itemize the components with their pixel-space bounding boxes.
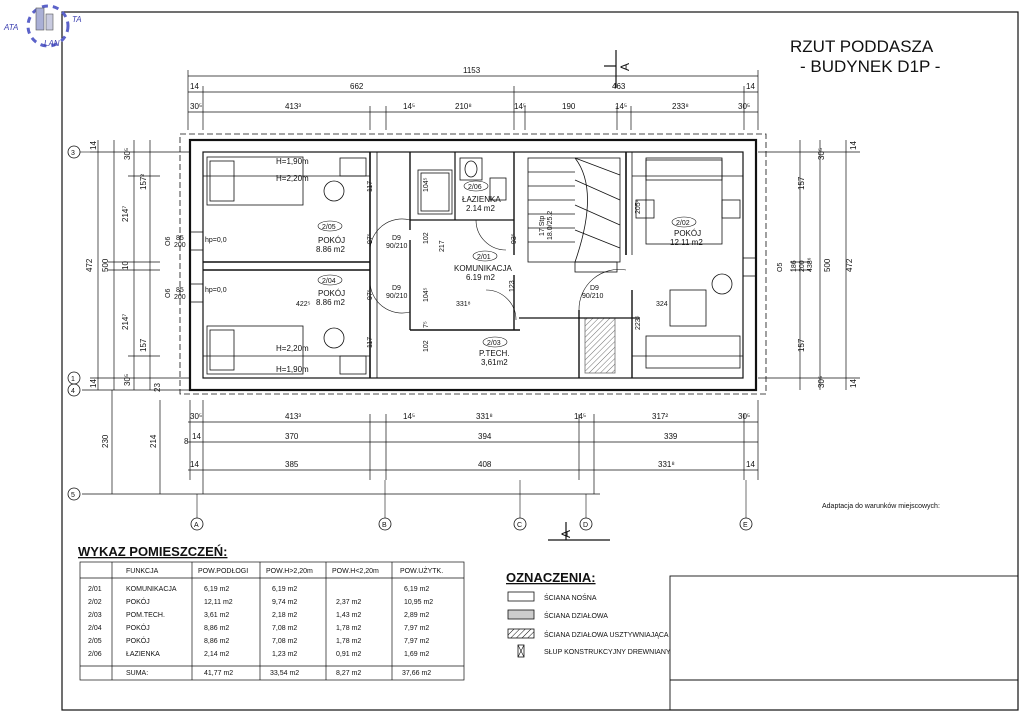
dim-right: 500 [823,258,832,272]
dim-top-seg2: 413³ [285,102,302,111]
dim-left: 157² [139,173,148,190]
svg-text:0,91 m2: 0,91 m2 [336,651,362,658]
svg-text:P.TECH.: P.TECH. [479,349,510,358]
svg-text:1,23 m2: 1,23 m2 [272,651,298,658]
svg-text:3: 3 [71,150,75,157]
dim-left: 30⁵ [123,373,132,386]
dim-top-seg: 662 [350,82,364,91]
svg-text:3,61 m2: 3,61 m2 [204,612,230,619]
inner-dim: 104⁵ [423,177,430,192]
svg-text:A: A [618,62,632,71]
svg-text:8.86 m2: 8.86 m2 [316,298,345,307]
stair-label: 17 Stp [539,215,546,236]
inner-dim: 123 [509,280,516,292]
door-size: 90/210 [386,293,408,300]
dim-bottom: 385 [285,460,299,469]
svg-text:2,14 m2: 2,14 m2 [204,651,230,658]
dim-top-seg2: 14⁵ [514,102,527,111]
svg-text:2/04: 2/04 [88,625,102,632]
svg-text:8,86 m2: 8,86 m2 [204,638,230,645]
axis-col-a [191,494,203,530]
svg-text:1,69 m2: 1,69 m2 [404,651,430,658]
dim-left: 214 [149,434,158,448]
room-2-02 [670,217,703,247]
svg-text:A: A [559,529,573,538]
svg-text:9,74 m2: 9,74 m2 [272,599,298,606]
dim-right: 14 [849,379,858,388]
logo-text-right: TA [72,15,82,24]
svg-text:2/03: 2/03 [88,612,102,619]
dim-bottom: 394 [478,432,492,441]
svg-text:POKÓJ: POKÓJ [318,236,346,245]
dim-right: 157 [797,176,806,190]
svg-text:A: A [194,522,199,529]
inner-dim: 117 [367,180,374,192]
svg-text:D: D [583,522,589,529]
svg-text:3,61m2: 3,61m2 [481,358,508,367]
svg-text:12,11 m2: 12,11 m2 [204,599,233,606]
dim-top-seg2: 30⁵ [190,102,203,111]
door-label: D9 [392,285,401,292]
svg-text:2,89 m2: 2,89 m2 [404,612,430,619]
svg-text:KOMUNIKACJA: KOMUNIKACJA [126,586,177,593]
window-hp: hp=0,0 [205,287,227,294]
window-label-o6: O6 [165,236,172,246]
svg-text:7,08 m2: 7,08 m2 [272,625,298,632]
window-label-o5: O5 [777,262,784,272]
svg-text:2/01: 2/01 [477,254,491,261]
dim-right: 30⁵ [817,147,826,160]
inner-dim: 324 [656,301,668,308]
svg-text:8,86 m2: 8,86 m2 [204,625,230,632]
window-label-o6: O6 [165,288,172,298]
svg-text:POKÓJ: POKÓJ [318,289,346,298]
svg-text:KOMUNIKACJA: KOMUNIKACJA [454,264,512,273]
legend-item: ŚCIANA NOŚNA [544,595,597,602]
axis-row-3 [68,146,90,158]
svg-text:1,78 m2: 1,78 m2 [336,638,362,645]
legend-items [508,592,534,657]
svg-text:2,18 m2: 2,18 m2 [272,612,298,619]
svg-text:SUMA:: SUMA: [126,670,149,677]
room-schedule-heading: WYKAZ POMIESZCZEŃ: [78,544,228,559]
dim-right: 200 [799,260,806,272]
dim-left: 472 [85,258,94,272]
dim-top-seg2: 190 [562,102,576,111]
room-2-01 [454,251,512,282]
legend-item: ŚCIANA DZIAŁOWA [544,613,608,620]
svg-text:41,77 m2: 41,77 m2 [204,670,234,677]
legend-item: SŁUP KONSTRUKCYJNY DREWNIANY [544,649,671,656]
room-schedule-table [80,562,464,680]
inner-dim: 117 [367,336,374,348]
inner-dim: 7⁵ [423,321,430,328]
dim-left: 214⁷ [121,313,130,330]
window-hp: hp=0,0 [205,237,227,244]
axis-col-b [379,480,391,530]
inner-dim: 331⁸ [456,301,471,308]
window-height: 200 [174,294,186,301]
adaptation-note: Adaptacja do warunków miejscowych: [822,503,940,510]
dim-bottom: 408 [478,460,492,469]
inner-dim: 93⁵ [511,233,518,244]
door-size: 90/210 [582,293,604,300]
svg-text:ŁAZIENKA: ŁAZIENKA [126,651,160,658]
dim-bottom: 14 [746,460,755,469]
dim-left: 14 [89,141,98,150]
inner-dim: 205⁴ [635,199,642,214]
inner-dim: 223⁵ [635,315,642,330]
room-2-04 [316,275,345,307]
title-block [670,576,1018,710]
svg-text:12.11 m2: 12.11 m2 [670,238,703,247]
svg-text:7,97 m2: 7,97 m2 [404,638,430,645]
svg-text:33,54 m2: 33,54 m2 [270,670,300,677]
table-col-header: POW.H>2,20m [266,568,313,575]
table-sum-row [126,670,431,677]
dim-left: 230 [101,434,110,448]
svg-text:2/06: 2/06 [88,651,102,658]
table-row [88,651,429,658]
dim-top-seg2: 30⁵ [738,102,751,111]
dim-left: 14 [89,379,98,388]
dim-left: 214⁷ [121,205,130,222]
svg-text:8.86 m2: 8.86 m2 [316,245,345,254]
left-dimensions [82,140,600,494]
dim-bottom: 14 [192,432,201,441]
svg-text:2/04: 2/04 [322,278,336,285]
dim-right: 438⁶ [807,257,814,272]
svg-text:6,19 m2: 6,19 m2 [204,586,230,593]
room-2-03 [479,337,510,367]
dim-bottom: 317² [652,412,669,421]
svg-text:2/06: 2/06 [468,184,482,191]
axis-col-c [514,480,526,530]
svg-text:6,19 m2: 6,19 m2 [272,586,298,593]
window-height: 200 [174,242,186,249]
height-label: H=2,20m [276,344,309,353]
window-size: 85 [176,235,184,242]
svg-text:ŁAZIENKA: ŁAZIENKA [462,195,501,204]
door-label: D9 [590,285,599,292]
dim-bottom: 339 [664,432,678,441]
table-row [88,586,429,593]
dim-top-seg2: 233⁸ [672,102,689,111]
svg-text:1,43 m2: 1,43 m2 [336,612,362,619]
dim-bottom: 331⁸ [658,460,675,469]
dim-top-seg2: 14⁵ [615,102,628,111]
svg-text:7,97 m2: 7,97 m2 [404,625,430,632]
section-mark-bottom [548,522,610,540]
dim-left: 8 [184,437,189,446]
door-size: 90/210 [386,243,408,250]
height-label: H=1,90m [276,157,309,166]
room-2-06 [462,181,501,213]
svg-text:6,19 m2: 6,19 m2 [404,586,430,593]
svg-text:4: 4 [71,388,75,395]
svg-text:B: B [382,522,387,529]
dim-top-seg2: 210⁸ [455,102,472,111]
dim-top-seg: 14 [746,82,755,91]
dim-bottom: 14⁵ [403,412,416,421]
drawing-subtitle: - BUDYNEK D1P - [800,57,941,76]
staircase [528,158,620,373]
bed-room-202 [636,158,740,368]
dim-top-seg2: 14⁵ [403,102,416,111]
inner-dim: 104⁵ [423,287,430,302]
svg-text:5: 5 [71,492,75,499]
svg-text:2/03: 2/03 [487,340,501,347]
table-col-header: POW.UŻYTK. [400,568,444,575]
svg-text:2/01: 2/01 [88,586,102,593]
room-2-05 [316,221,345,254]
table-row [88,623,429,632]
dim-bottom: 30⁵ [190,412,203,421]
dim-bottom: 413³ [285,412,302,421]
dim-left: 157 [139,338,148,352]
dim-bottom: 14 [190,460,199,469]
stair-label: 18.0/25.2 [547,210,554,240]
drawing-title: RZUT PODDASZA [790,37,934,56]
svg-text:POKÓJ: POKÓJ [126,599,150,606]
svg-text:2/02: 2/02 [676,220,690,227]
table-col-header: POW.PODŁOGI [198,568,249,575]
axis-row-5 [68,488,80,500]
table-row [88,612,429,619]
logo-text-left: ATA [4,23,19,32]
legend-item: ŚCIANA DZIAŁOWA USZTYWNIAJĄCA [544,632,669,639]
svg-text:2,37 m2: 2,37 m2 [336,599,362,606]
dim-overall: 1153 [463,66,481,75]
dim-bottom: 14⁵ [574,412,587,421]
top-dimensions [188,70,758,130]
axis-col-d [580,494,592,530]
door-label: D9 [392,235,401,242]
dim-left: 23 [153,383,162,392]
table-row [88,636,429,645]
svg-text:1: 1 [71,376,75,383]
dim-right: 186 [791,260,798,272]
dim-top-seg: 14 [190,82,199,91]
svg-text:1,78 m2: 1,78 m2 [336,625,362,632]
dim-right: 157 [797,338,806,352]
svg-text:POKÓJ: POKÓJ [126,638,150,645]
inner-dim: 97⁵ [367,289,374,300]
height-label: H=2,20m [276,174,309,183]
legend-heading: OZNACZENIA: [506,570,596,585]
inner-dim: 422⁵ [296,301,311,308]
dim-left: 10 [121,261,130,270]
svg-text:2/02: 2/02 [88,599,102,606]
window-size: 85 [176,287,184,294]
table-row [88,597,433,606]
axis-row-1 [68,372,80,384]
dim-left: 500 [101,258,110,272]
dim-right: 14 [849,141,858,150]
dim-right: 30⁵ [817,375,826,388]
dim-right: 472 [845,258,854,272]
logo-text-bottom: LAN [44,39,60,48]
height-label: H=1,90m [276,365,309,374]
svg-text:37,66 m2: 37,66 m2 [402,670,432,677]
svg-text:2/05: 2/05 [88,638,102,645]
inner-dim: 102 [423,340,430,352]
dim-bottom: 370 [285,432,299,441]
svg-text:POM.TECH.: POM.TECH. [126,612,165,619]
svg-text:7,08 m2: 7,08 m2 [272,638,298,645]
svg-text:POKÓJ: POKÓJ [126,625,150,632]
svg-text:6.19 m2: 6.19 m2 [466,273,495,282]
svg-text:10,95 m2: 10,95 m2 [404,599,434,606]
svg-text:C: C [517,522,523,529]
axis-col-e [740,480,752,530]
dim-bottom: 331⁸ [476,412,493,421]
table-col-header: POW.H<2,20m [332,568,379,575]
dim-top-seg: 463 [612,82,626,91]
inner-dim: 97⁵ [367,233,374,244]
inner-dim: 102 [423,232,430,244]
axis-row-4 [68,384,80,396]
dim-left: 30⁵ [123,147,132,160]
svg-text:E: E [743,522,748,529]
svg-text:8,27 m2: 8,27 m2 [336,670,362,677]
bottom-dimensions [188,400,758,494]
svg-text:2/05: 2/05 [322,224,336,231]
svg-text:POKÓJ: POKÓJ [674,229,702,238]
inner-dim: 217 [439,240,446,252]
table-col-header: FUNKCJA [126,568,159,575]
dim-bottom: 30⁵ [738,412,751,421]
svg-text:2.14 m2: 2.14 m2 [466,204,495,213]
